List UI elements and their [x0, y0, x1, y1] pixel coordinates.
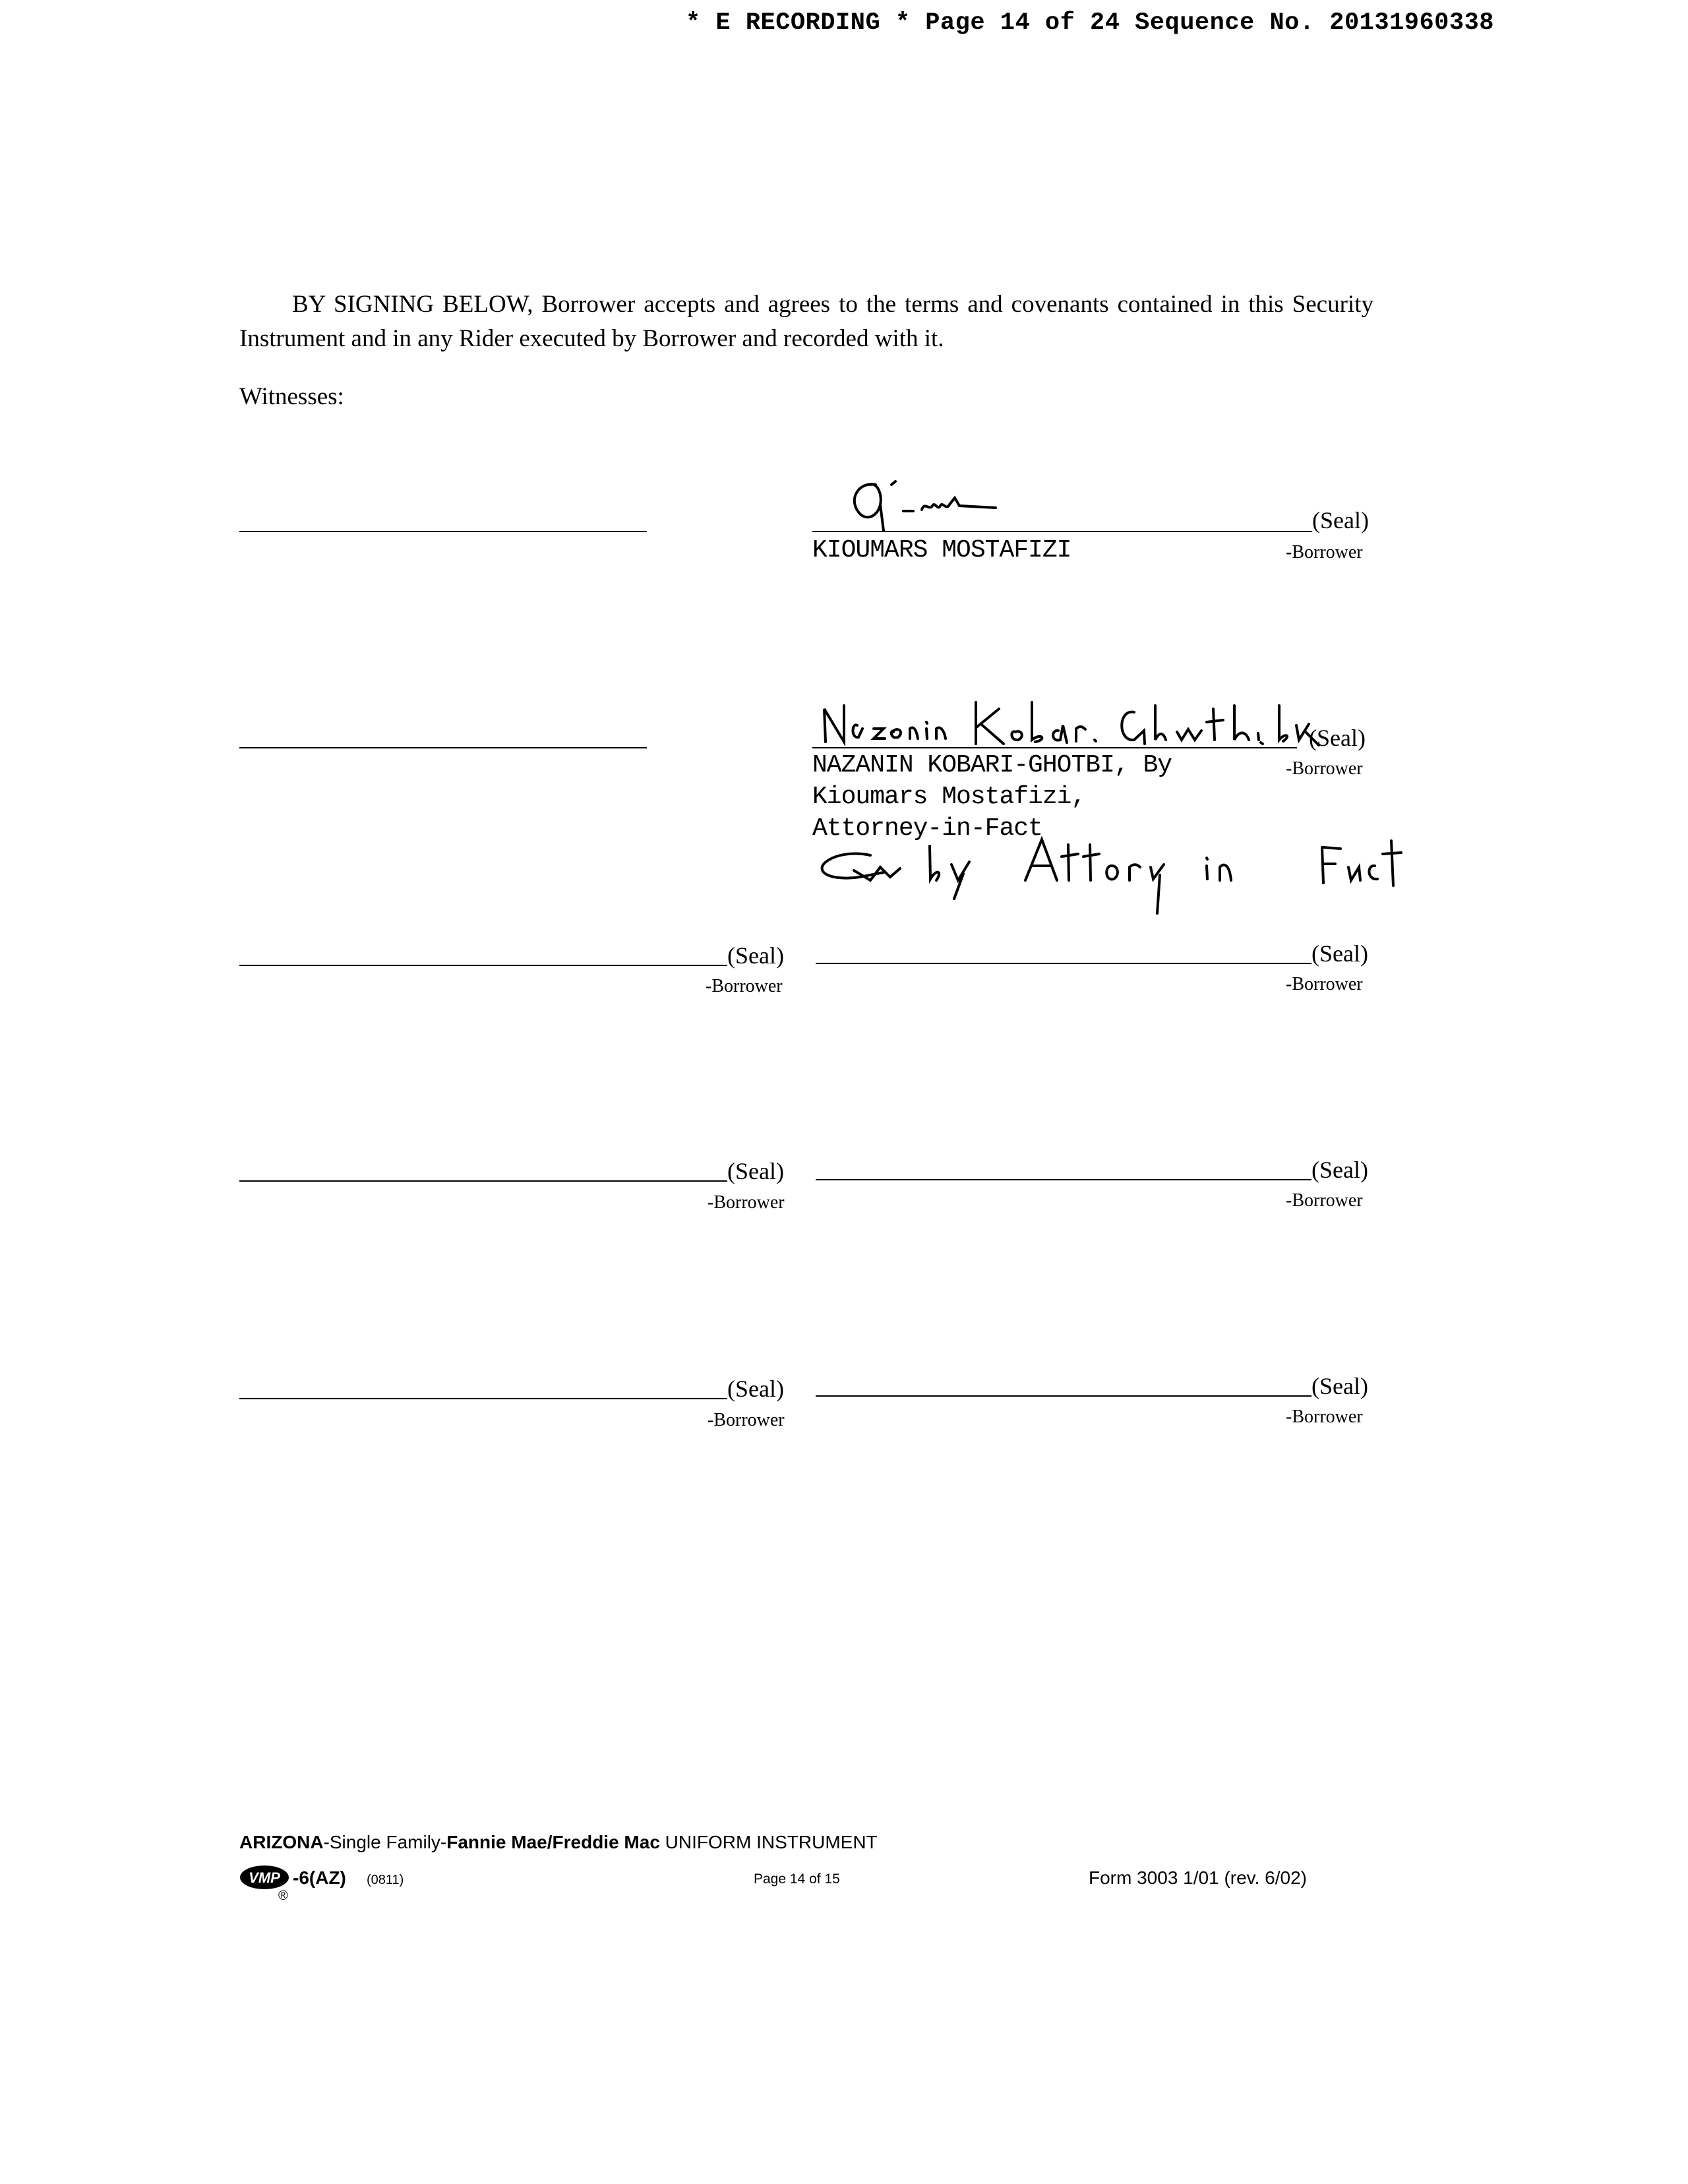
- seal-label: (Seal): [727, 942, 784, 969]
- witnesses-label: Witnesses:: [239, 383, 344, 410]
- borrower-label: -Borrower: [1286, 1407, 1363, 1427]
- borrower-signature-line-3: [239, 965, 727, 966]
- borrower-signature-line-2: [812, 747, 1297, 748]
- handwritten-signature-3: [808, 828, 1441, 930]
- borrower-2-name-line-1: NAZANIN KOBARI-GHOTBI, By: [812, 751, 1172, 779]
- footer-page-number: Page 14 of 15: [754, 1871, 840, 1887]
- borrower-1-name: KIOUMARS MOSTAFIZI: [812, 536, 1071, 564]
- footer-title-type: -Single Family-: [323, 1832, 447, 1852]
- footer-form-title: [239, 1832, 878, 1853]
- borrower-label: -Borrower: [708, 1192, 785, 1213]
- borrower-label: -Borrower: [1286, 974, 1363, 994]
- borrower-signature-line-7: [239, 1398, 727, 1399]
- registered-mark: ®: [278, 1889, 288, 1903]
- borrower-label: -Borrower: [1286, 758, 1363, 779]
- witness-signature-line-2: [239, 747, 647, 748]
- borrower-signature-line-5: [239, 1180, 727, 1182]
- seal-label: (Seal): [727, 1158, 784, 1184]
- borrower-2-name-line-3: Attorney-in-Fact: [812, 814, 1042, 843]
- seal-label: (Seal): [1311, 1373, 1368, 1399]
- signing-paragraph-text: BY SIGNING BELOW, Borrower accepts and agrees to the terms and covenants contained in this Security Instrument and in any Rider executed by Borrower and recorded with it.: [239, 291, 1373, 352]
- borrower-signature-line-1: [812, 531, 1312, 532]
- seal-label: (Seal): [727, 1376, 784, 1402]
- seal-label: (Seal): [1309, 725, 1366, 751]
- borrower-label: -Borrower: [708, 1410, 785, 1430]
- signing-paragraph: [239, 288, 1373, 356]
- witness-signature-line-1: [239, 531, 647, 532]
- footer-form-code-sub: (0811): [367, 1873, 404, 1887]
- borrower-label: -Borrower: [1286, 542, 1363, 562]
- borrower-label: -Borrower: [706, 976, 783, 996]
- footer-title-state: ARIZONA: [239, 1832, 324, 1852]
- seal-label: (Seal): [1311, 940, 1368, 967]
- vmp-logo-text: VMP: [249, 1869, 280, 1886]
- borrower-signature-line-6: [816, 1179, 1311, 1180]
- footer-form-number: Form 3003 1/01 (rev. 6/02): [1089, 1867, 1307, 1888]
- vmp-logo: [239, 1863, 292, 1892]
- footer-form-code: -6(AZ): [293, 1867, 346, 1888]
- borrower-signature-line-4: [816, 963, 1311, 964]
- borrower-label: -Borrower: [1286, 1190, 1363, 1211]
- seal-label: (Seal): [1312, 507, 1369, 533]
- footer-title-instrument: UNIFORM INSTRUMENT: [659, 1832, 878, 1852]
- footer-title-agencies: Fannie Mae/Freddie Mac: [446, 1832, 660, 1852]
- recording-header: * E RECORDING * Page 14 of 24 Sequence No. 20131960338: [686, 9, 1494, 37]
- borrower-signature-line-8: [816, 1395, 1311, 1397]
- seal-label: (Seal): [1311, 1157, 1368, 1183]
- handwritten-signature-1: [844, 465, 1055, 541]
- borrower-2-name-line-2: Kioumars Mostafizi,: [812, 783, 1086, 811]
